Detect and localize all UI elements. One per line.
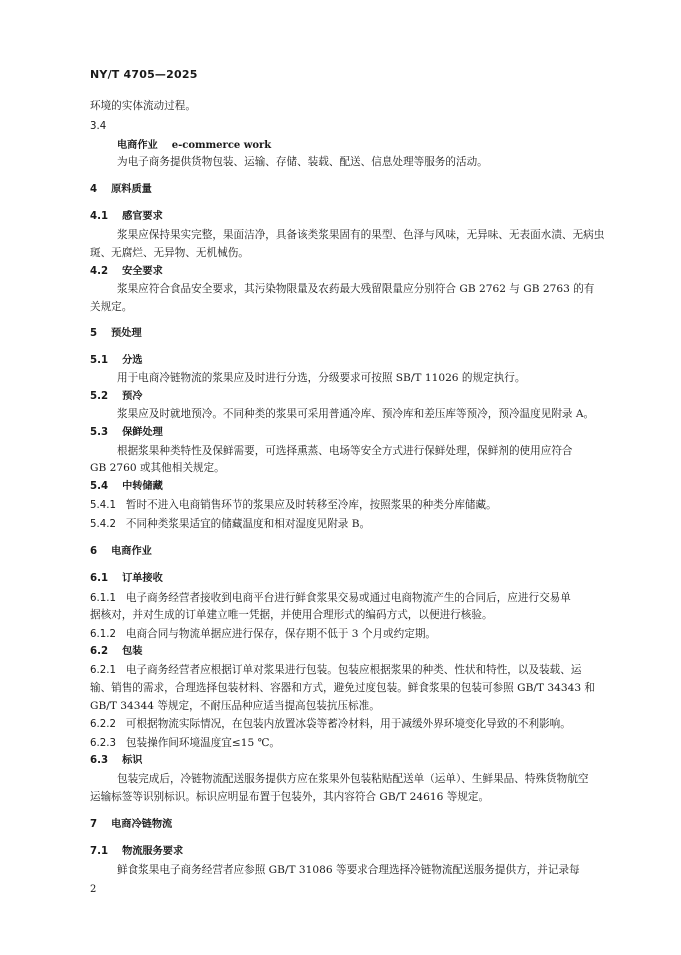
- body-text: 用于电商冷链物流的浆果应及时进行分选，分级要求可按照 SB/T 11026 的规定执行。: [117, 372, 526, 384]
- subsection-heading: 6.1 订单接收: [90, 573, 163, 584]
- body-text: 为电子商务提供货物包装、运输、存储、装载、配送、信息处理等服务的活动。: [117, 156, 488, 168]
- section-heading: 6 电商作业: [90, 546, 152, 557]
- body-text: GB 2760 或其他相关规定。: [90, 462, 225, 474]
- body-text: 浆果应保持果实完整，果面洁净，具备该类浆果固有的果型、色泽与风味，无异味、无表面水渍、无病虫: [117, 229, 605, 241]
- numbered-item: 6.2.2 可根据物流实际情况，在包装内放置冰袋等蓄冷材料，用于减缓外界环境变化导致的不利影响。: [90, 718, 571, 730]
- section-heading: 4 原料质量: [90, 184, 152, 195]
- subsection-heading: 4.1 感官要求: [90, 211, 163, 222]
- numbered-item: 6.1.2 电商合同与物流单据应进行保存，保存期不低于 3 个月或约定期。: [90, 628, 437, 640]
- section-heading: 5 预处理: [90, 328, 142, 339]
- subsection-heading: 6.2 包装: [90, 646, 143, 657]
- clause-number: 3.4: [90, 121, 107, 132]
- numbered-item: 5.4.1 暂时不进入电商销售环节的浆果应及时转移至冷库，按照浆果的种类分库储藏。: [90, 499, 497, 511]
- subsection-heading: 5.3 保鲜处理: [90, 427, 163, 438]
- subsection-heading: 5.1 分选: [90, 355, 143, 366]
- body-text: 根据浆果种类特性及保鲜需要，可选择熏蒸、电场等安全方式进行保鲜处理，保鲜剂的使用应符合: [117, 445, 573, 457]
- body-text: 浆果应及时就地预冷。不同种类的浆果可采用普通冷库、预冷库和差压库等预冷，预冷温度见附录 A。: [117, 408, 595, 420]
- body-text: 运输标签等识别标识。标识应明显布置于包装外，其内容符合 GB/T 24616 等规定。: [90, 791, 490, 803]
- subsection-heading: 5.4 中转储藏: [90, 481, 163, 492]
- body-text: 关规定。: [90, 301, 133, 313]
- section-heading: 7 电商冷链物流: [90, 819, 173, 830]
- body-text: 据核对，并对生成的订单建立唯一凭据，并使用合理形式的编码方式，以便进行核验。: [90, 609, 493, 621]
- numbered-item: 6.2.3 包装操作间环境温度宜≤15 ℃。: [90, 737, 281, 749]
- body-text: 输、销售的需求，合理选择包装材料、容器和方式，避免过度包装。鲜食浆果的包装可参照 GB/T 34343 和: [90, 682, 596, 694]
- subsection-heading: 5.2 预冷: [90, 391, 143, 402]
- subsection-heading: 4.2 安全要求: [90, 266, 163, 277]
- numbered-item: 6.2.1 电子商务经营者应根据订单对浆果进行包装。包装应根据浆果的种类、性状和特性，以及装载、运: [90, 664, 582, 676]
- body-text: 斑、无腐烂、无异物、无机械伤。: [90, 247, 249, 259]
- term-en: e-commerce work: [171, 140, 272, 151]
- body-text: 鲜食浆果电子商务经营者应参照 GB/T 31086 等要求合理选择冷链物流配送服务提供方，并记录每: [117, 864, 580, 876]
- numbered-item: 5.4.2 不同种类浆果适宜的储藏温度和相对湿度见附录 B。: [90, 518, 371, 530]
- term-line: [117, 138, 271, 153]
- page-number: 2: [90, 884, 97, 895]
- body-text: 环境的实体流动过程。: [90, 100, 196, 112]
- body-text: 包装完成后，冷链物流配送服务提供方应在浆果外包装粘贴配送单（运单）、生鲜果品、特殊货物航空: [117, 773, 589, 785]
- standard-code-header: NY/T 4705—2025: [90, 68, 198, 81]
- subsection-heading: 7.1 物流服务要求: [90, 846, 184, 857]
- numbered-item: 6.1.1 电子商务经营者接收到电商平台进行鲜食浆果交易或通过电商物流产生的合同后，应进行交易单: [90, 592, 571, 604]
- body-text: 浆果应符合食品安全要求，其污染物限量及农药最大残留限量应分别符合 GB 2762 与 GB 2763 的有: [117, 283, 595, 295]
- subsection-heading: 6.3 标识: [90, 755, 143, 766]
- term-zh: 电商作业: [117, 140, 158, 151]
- body-text: GB/T 34344 等规定，不耐压品种应适当提高包装抗压标准。: [90, 700, 380, 712]
